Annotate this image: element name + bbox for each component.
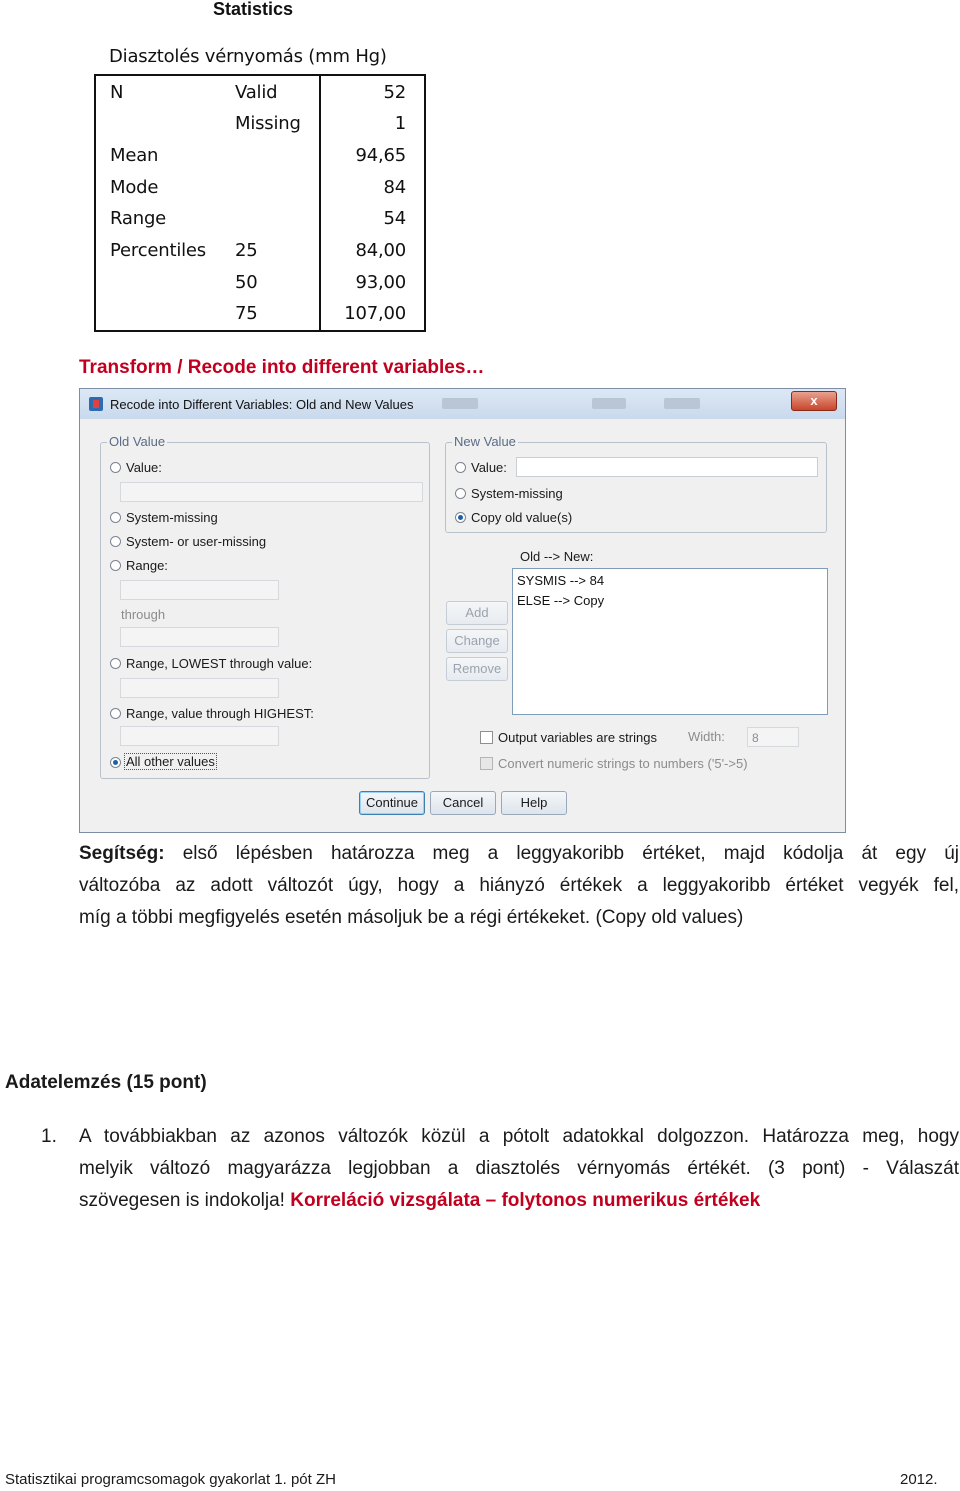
question-line2: melyik változó magyarázza legjobban a diasztolés vérnyomás értékét. (3 pont) - Válaszát <box>79 1158 959 1179</box>
stat-row-value: 107,00 <box>344 303 406 324</box>
footer-right: 2012. <box>900 1471 938 1488</box>
convert-numeric-checkbox[interactable] <box>480 757 493 770</box>
output-strings-checkbox[interactable] <box>480 731 493 744</box>
new-value-label: Value: <box>471 460 507 475</box>
range-radio[interactable] <box>110 560 121 571</box>
range-to-field[interactable] <box>120 627 279 647</box>
new-value-radio[interactable] <box>455 462 466 473</box>
help-paragraph-line1 <box>79 838 959 870</box>
copy-old-values-label: Copy old value(s) <box>471 510 573 525</box>
old-value-legend: Old Value <box>109 434 166 449</box>
stat-row-value: 94,65 <box>355 145 406 166</box>
stat-row-sub: 25 <box>235 240 258 261</box>
old-new-list[interactable] <box>512 568 828 715</box>
change-button[interactable]: Change <box>446 629 508 653</box>
stat-row-value: 54 <box>383 208 406 229</box>
system-missing-label: System-missing <box>126 510 218 525</box>
stat-row-value: 93,00 <box>355 272 406 293</box>
convert-numeric-label: Convert numeric strings to numbers ('5'->5) <box>498 756 748 771</box>
titlebar-background-icon <box>592 398 626 409</box>
list-item[interactable]: ELSE --> Copy <box>517 593 605 608</box>
range-lowest-radio[interactable] <box>110 658 121 669</box>
width-label: Width: <box>688 729 725 744</box>
stat-row-value: 84,00 <box>355 240 406 261</box>
new-system-missing-radio[interactable] <box>455 488 466 499</box>
question-line1: A továbbiakban az azonos változók közül a pótolt adatokkal dolgozzon. Határozza meg, hogy <box>79 1126 959 1147</box>
help-line1-text: első lépésben határozza meg a leggyakoribb értéket, majd kódolja át egy új <box>182 843 960 864</box>
width-value: 8 <box>752 731 759 745</box>
stat-row-value: 52 <box>383 82 406 103</box>
system-or-user-missing-radio[interactable] <box>110 536 121 547</box>
stat-row-sub: Missing <box>235 113 301 134</box>
remove-button[interactable]: Remove <box>446 657 508 681</box>
old-value-field[interactable] <box>120 482 423 502</box>
range-from-field[interactable] <box>120 580 279 600</box>
copy-old-values-radio[interactable] <box>455 512 466 523</box>
through-label: through <box>121 607 166 622</box>
list-item[interactable]: SYSMIS --> 84 <box>517 573 605 588</box>
range-label: Range: <box>126 558 168 573</box>
spss-app-icon <box>89 397 103 411</box>
menu-path-heading: Transform / Recode into different variables… <box>79 357 485 378</box>
range-lowest-field[interactable] <box>120 678 279 698</box>
all-other-values-label: All other values <box>126 754 215 769</box>
question-hint-red: Korreláció vizsgálata – folytonos numerikus értékek <box>290 1190 761 1211</box>
range-highest-label: Range, value through HIGHEST: <box>126 706 314 721</box>
stat-row-label: N <box>110 82 124 103</box>
new-system-missing-label: System-missing <box>471 486 563 501</box>
width-field[interactable] <box>747 727 799 747</box>
stat-row-value: 1 <box>394 113 406 134</box>
close-button[interactable]: x <box>791 391 837 411</box>
footer-left: Statisztikai programcsomagok gyakorlat 1. pót ZH <box>5 1471 336 1488</box>
help-bold-label: Segítség: <box>79 843 165 864</box>
system-or-user-missing-label: System- or user-missing <box>126 534 267 549</box>
statistics-title: Statistics <box>213 0 294 19</box>
recode-dialog <box>79 388 846 833</box>
section-heading: Adatelemzés (15 pont) <box>5 1072 207 1093</box>
dialog-title: Recode into Different Variables: Old and New Values <box>110 397 414 412</box>
range-lowest-label: Range, LOWEST through value: <box>126 656 313 671</box>
new-value-legend: New Value <box>454 434 516 449</box>
output-strings-label: Output variables are strings <box>498 730 657 745</box>
range-highest-field[interactable] <box>120 726 279 746</box>
titlebar-background-icon <box>442 398 478 409</box>
question-number: 1. <box>41 1126 57 1147</box>
old-value-label: Value: <box>126 460 162 475</box>
stat-row-label: Mode <box>110 177 159 198</box>
range-highest-radio[interactable] <box>110 708 121 719</box>
old-new-label: Old --> New: <box>520 549 594 564</box>
question-line3-text: szövegesen is indokolja! <box>79 1190 285 1211</box>
stat-row-label: Range <box>110 208 167 229</box>
stat-row-sub: 50 <box>235 272 258 293</box>
all-other-values-radio[interactable] <box>110 757 121 768</box>
dialog-titlebar <box>80 389 845 419</box>
statistics-table <box>94 74 426 332</box>
stat-row-value: 84 <box>383 177 406 198</box>
add-button[interactable]: Add <box>446 601 508 625</box>
stat-row-label: Percentiles <box>110 240 206 261</box>
system-missing-radio[interactable] <box>110 512 121 523</box>
stat-row-sub: 75 <box>235 303 258 324</box>
stat-row-sub: Valid <box>235 82 278 103</box>
new-value-field[interactable] <box>516 457 818 477</box>
help-button[interactable]: Help <box>501 791 567 815</box>
stat-row-label: Mean <box>110 145 159 166</box>
statistics-variable-label: Diasztolés vérnyomás (mm Hg) <box>109 46 387 67</box>
continue-button[interactable]: Continue <box>359 791 425 815</box>
question-line3 <box>79 1185 959 1217</box>
old-value-radio[interactable] <box>110 462 121 473</box>
titlebar-background-icon <box>664 398 700 409</box>
help-paragraph-line2: változóba az adott változót úgy, hogy a hiányzó értékek a leggyakoribb értéket vegyék fel, <box>79 875 959 896</box>
cancel-button[interactable]: Cancel <box>430 791 496 815</box>
help-paragraph-line3: míg a többi megfigyelés esetén másoljuk be a régi értékeket. (Copy old values) <box>79 907 744 928</box>
